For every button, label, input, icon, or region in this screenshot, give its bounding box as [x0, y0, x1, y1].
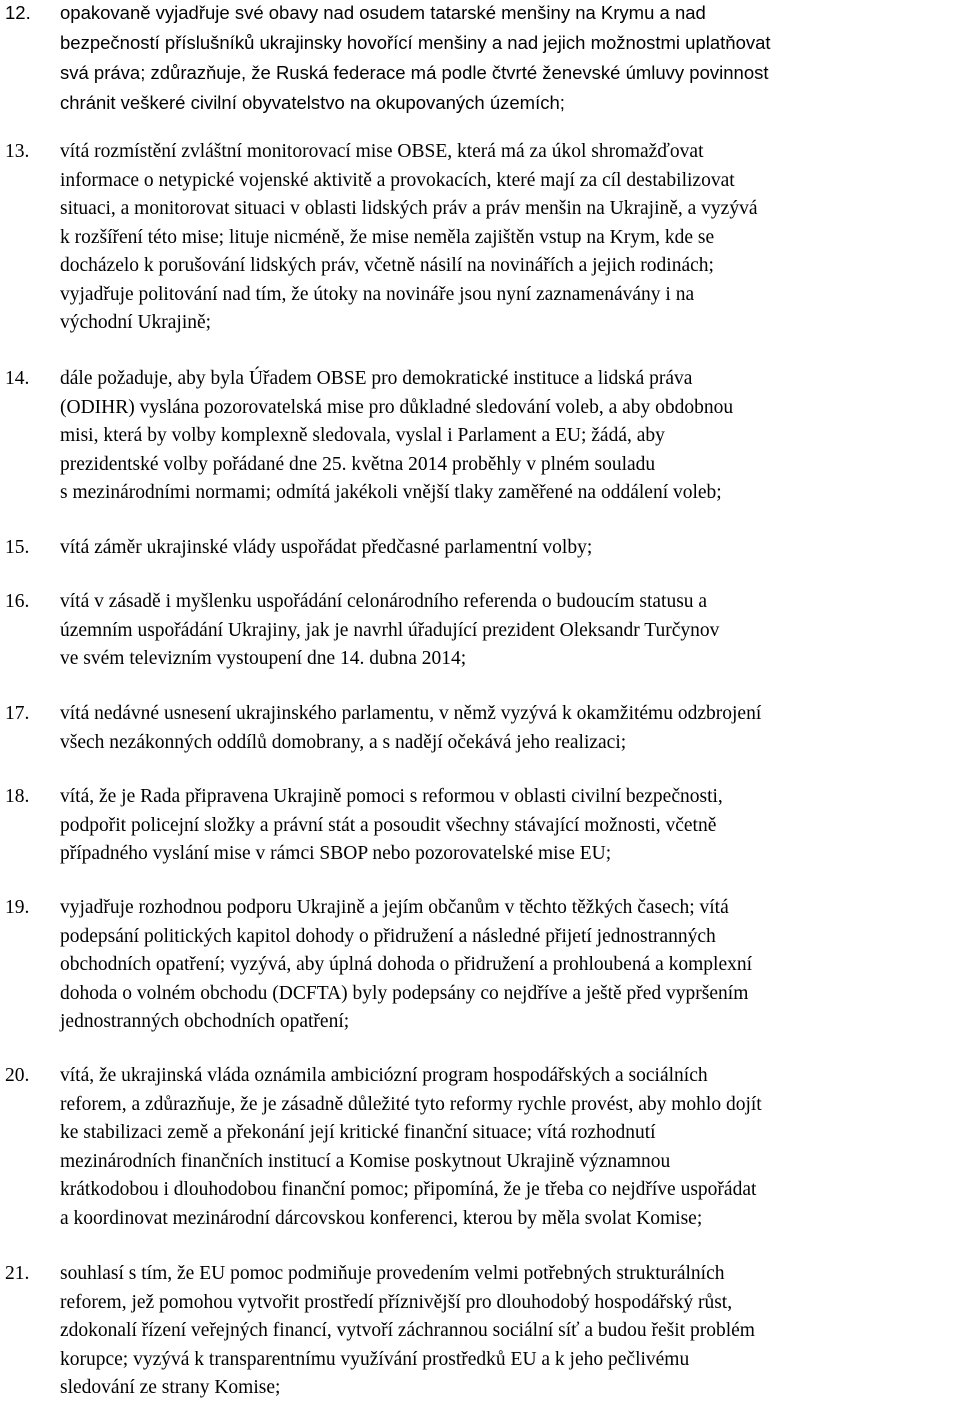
paragraph-20 [0, 1062, 960, 1233]
text-line: vyjadřuje politování nad tím, že útoky na novináře jsou nyní zaznamenávány i na [60, 283, 695, 305]
text-line: souhlasí s tím, že EU pomoc podmiňuje provedením velmi potřebných strukturálních [60, 1263, 725, 1284]
text-line: opakovaně vyjadřuje své obavy nad osudem tatarské menšiny na Krymu a nad [60, 2, 706, 23]
text-line: situaci, a monitorovat situaci v oblasti lidských práv a práv menšin na Ukrajině, a vyzývá [60, 198, 758, 219]
paragraph-14 [0, 365, 960, 508]
text-line: zdokonalí řízení veřejných financí, vytvoří záchrannou sociální síť a budou řešit problém [60, 1320, 755, 1341]
paragraph-number: 15. [5, 537, 30, 558]
paragraph-number: 14. [5, 368, 30, 389]
text-line: bezpečností příslušníků ukrajinsky hovořící menšiny a nad jejich možnostmi uplatňovat [60, 32, 771, 53]
text-line: všech nezákonných oddílů domobrany, a s nadějí očekává jeho realizaci; [60, 731, 627, 753]
text-line: reforem, jež pomohou vytvořit prostředí příznivější pro dlouhodobý hospodářský růst, [60, 1291, 733, 1313]
text-line: ve svém televizním vystoupení dne 14. dubna 2014; [60, 648, 467, 669]
text-line: (ODIHR) vyslána pozorovatelská mise pro důkladné sledování voleb, a aby obdobnou [60, 396, 734, 418]
text-line: sledování ze strany Komise; [60, 1377, 281, 1398]
paragraph-17 [0, 700, 960, 757]
text-line: mezinárodních finančních institucí a Komise poskytnout Ukrajině významnou [60, 1150, 671, 1172]
paragraph-text [60, 0, 958, 118]
paragraph-number: 18. [5, 786, 30, 807]
paragraph-19 [0, 894, 960, 1037]
text-line: s mezinárodními normami; odmítá jakékoli vnější tlaky zaměřené na oddálení voleb; [60, 482, 722, 503]
paragraph-number: 17. [5, 703, 30, 724]
text-line: misi, která by volby komplexně sledovala, vyslal i Parlament a EU; žádá, aby [60, 425, 665, 446]
paragraph-16 [0, 588, 960, 674]
text-line: a koordinovat mezinárodní dárcovskou konferenci, kterou by měla svolat Komise; [60, 1207, 703, 1229]
paragraph-text [60, 1260, 958, 1403]
text-line: vítá, že ukrajinská vláda oznámila ambiciózní program hospodářských a sociálních [60, 1065, 708, 1086]
text-line: krátkodobou i dlouhodobou finanční pomoc; připomíná, že je třeba co nejdříve uspořádat [60, 1179, 757, 1200]
text-line: obchodních opatření; vyzývá, aby úplná dohoda o přidružení a prohloubená a komplexní [60, 954, 753, 975]
text-line: prezidentské volby pořádané dne 25. května 2014 proběhly v plném souladu [60, 453, 656, 475]
paragraph-text [60, 365, 958, 508]
text-line: vítá v zásadě i myšlenku uspořádání celonárodního referenda o budoucím statusu a [60, 591, 708, 612]
paragraph-number: 21. [5, 1263, 30, 1284]
paragraph-number: 16. [5, 591, 30, 612]
text-line: ke stabilizaci země a překonání její kritické finanční situace; vítá rozhodnutí [60, 1122, 656, 1143]
paragraph-13 [0, 138, 960, 338]
text-line: případného vyslání mise v rámci SBOP nebo pozorovatelské mise EU; [60, 843, 612, 864]
paragraph-text [60, 138, 958, 338]
paragraph-text [60, 588, 958, 674]
text-line: dohoda o volném obchodu (DCFTA) byly podepsány co nejdříve a ještě před vypršením [60, 982, 749, 1004]
text-line: vyjadřuje rozhodnou podporu Ukrajině a jejím občanům v těchto těžkých časech; vítá [60, 897, 729, 918]
text-line: svá práva; zdůrazňuje, že Ruská federace má podle čtvrté ženevské úmluvy povinnost [60, 62, 769, 83]
text-line: podepsání politických kapitol dohody o přidružení a následné přijetí jednostranných [60, 925, 716, 947]
paragraph-text [60, 534, 958, 563]
text-line: vítá nedávné usnesení ukrajinského parlamentu, v němž vyzývá k okamžitému odzbrojení [60, 703, 762, 724]
text-line: východní Ukrajině; [60, 312, 212, 333]
text-line: k rozšíření této mise; lituje nicméně, že mise neměla zajištěn vstup na Krym, kde se [60, 226, 715, 248]
paragraph-number: 13. [5, 141, 30, 162]
paragraph-text [60, 783, 958, 869]
paragraph-21 [0, 1260, 960, 1403]
text-line: dále požaduje, aby byla Úřadem OBSE pro demokratické instituce a lidská práva [60, 368, 693, 389]
text-line: docházelo k porušování lidských práv, včetně násilí na novinářích a jejich rodinách; [60, 255, 714, 276]
paragraph-number: 20. [5, 1065, 30, 1086]
paragraph-text [60, 894, 958, 1037]
text-line: vítá rozmístění zvláštní monitorovací mise OBSE, která má za úkol shromažďovat [60, 141, 704, 162]
text-line: jednostranných obchodních opatření; [60, 1011, 350, 1032]
text-line: vítá, že je Rada připravena Ukrajině pomoci s reformou v oblasti civilní bezpečnosti, [60, 786, 723, 807]
paragraph-15 [0, 534, 960, 563]
text-line: reforem, a zdůrazňuje, že je zásadně důležité tyto reformy rychle provést, aby mohlo dojít [60, 1093, 762, 1115]
text-line: korupce; vyzývá k transparentnímu využívání prostředků EU a k jeho pečlivému [60, 1348, 690, 1370]
paragraph-number: 12. [5, 2, 31, 23]
paragraph-18 [0, 783, 960, 869]
text-line: územním uspořádání Ukrajiny, jak je navrhl úřadující prezident Oleksandr Turčynov [60, 619, 720, 641]
text-line: vítá záměr ukrajinské vlády uspořádat předčasné parlamentní volby; [60, 537, 593, 558]
paragraph-number: 19. [5, 897, 30, 918]
paragraph-text [60, 700, 958, 757]
text-line: informace o netypické vojenské aktivitě a provokacích, které mají za cíl destabilizovat [60, 169, 735, 191]
paragraph-text [60, 1062, 958, 1233]
text-line: chránit veškeré civilní obyvatelstvo na okupovaných územích; [60, 92, 565, 113]
paragraph-12 [0, 0, 960, 118]
text-line: podpořit policejní složky a právní stát a posoudit všechny stávající možnosti, včetně [60, 814, 717, 836]
